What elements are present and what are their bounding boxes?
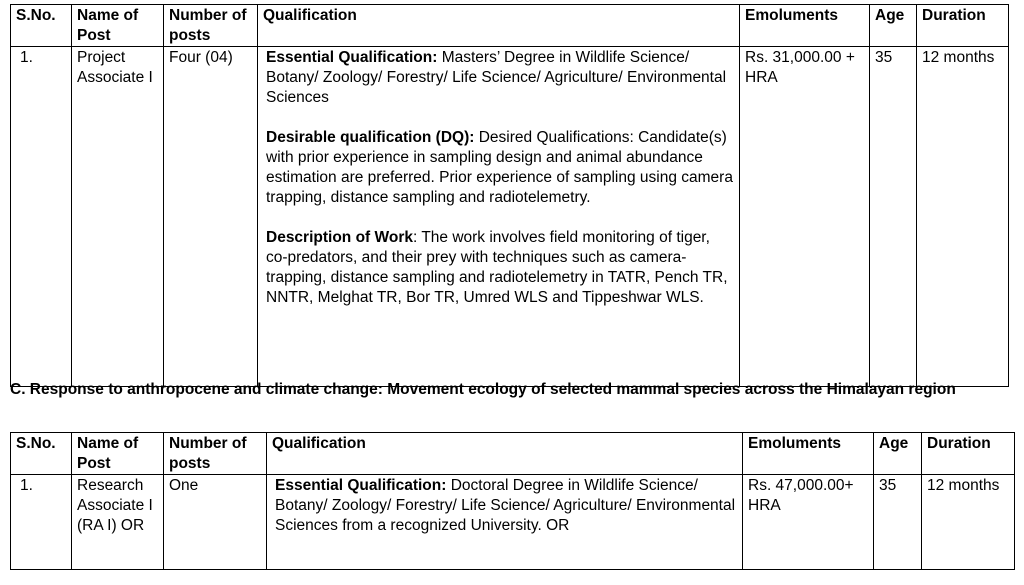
header-age: Age xyxy=(874,433,922,475)
table-header-row xyxy=(11,433,1015,475)
cell-sno: 1. xyxy=(11,475,72,570)
cell-qualification xyxy=(258,47,740,387)
project-associate-table xyxy=(10,4,1009,387)
cell-number-of-posts: One xyxy=(164,475,267,570)
work-description-text: : The work involves field monitoring of tiger, co-predators, and their prey with techniques such as camera-trapping, distance sampling and radiotelemetry in TATR, Pench TR, NNTR, Melghat TR, Bor TR, Umred WLS and Tippeshwar WLS. xyxy=(266,229,728,306)
essential-qualification xyxy=(266,48,734,108)
header-duration: Duration xyxy=(922,433,1015,475)
header-age: Age xyxy=(870,5,917,47)
cell-sno: 1. xyxy=(11,47,72,387)
table-row xyxy=(11,475,1015,570)
section-c-heading: C. Response to anthropocene and climate change: Movement ecology of selected mammal species across the Himalayan region xyxy=(10,381,956,398)
cell-qualification xyxy=(267,475,743,570)
cell-post-name: Research Associate I (RA I) OR xyxy=(72,475,164,570)
cell-post-name: Project Associate I xyxy=(72,47,164,387)
essential-qualification-label: Essential Qualification: xyxy=(275,477,447,494)
cell-emoluments: Rs. 47,000.00+ HRA xyxy=(743,475,874,570)
header-qualification: Qualification xyxy=(267,433,743,475)
essential-qualification-text: Doctoral Degree in Wildlife Science/ Botany/ Zoology/ Forestry/ Life Science/ Agriculture/ Environmental Sciences from a recognized University. OR xyxy=(275,477,736,534)
desirable-qualification-text: Desired Qualifications: Candidate(s) with prior experience in sampling design and animal abundance estimation are preferred. Prior experience of sampling using camera trapping, distance sampling and radiotelemetry. xyxy=(266,129,733,206)
header-number-of-posts: Number of posts xyxy=(164,433,267,475)
cell-number-of-posts: Four (04) xyxy=(164,47,258,387)
cell-emoluments: Rs. 31,000.00 + HRA xyxy=(740,47,870,387)
cell-age: 35 xyxy=(874,475,922,570)
table-row xyxy=(11,47,1009,387)
header-duration: Duration xyxy=(917,5,1009,47)
essential-qualification-label: Essential Qualification: xyxy=(266,49,438,66)
header-post-name: Name of Post xyxy=(72,5,164,47)
desirable-qualification xyxy=(266,128,734,208)
research-associate-table xyxy=(10,432,1015,570)
desirable-qualification-label: Desirable qualification (DQ): xyxy=(266,129,475,146)
header-sno: S.No. xyxy=(11,5,72,47)
work-description-label: Description of Work xyxy=(266,229,413,246)
header-emoluments: Emoluments xyxy=(740,5,870,47)
cell-duration: 12 months xyxy=(922,475,1015,570)
header-number-of-posts: Number of posts xyxy=(164,5,258,47)
header-qualification: Qualification xyxy=(258,5,740,47)
table-header-row xyxy=(11,5,1009,47)
cell-age: 35 xyxy=(870,47,917,387)
work-description xyxy=(266,228,734,308)
header-emoluments: Emoluments xyxy=(743,433,874,475)
cell-duration: 12 months xyxy=(917,47,1009,387)
essential-qualification xyxy=(275,476,737,536)
header-post-name: Name of Post xyxy=(72,433,164,475)
essential-qualification-text: Masters’ Degree in Wildlife Science/ Botany/ Zoology/ Forestry/ Life Science/ Agriculture/ Environmental Sciences xyxy=(266,49,727,106)
header-sno: S.No. xyxy=(11,433,72,475)
